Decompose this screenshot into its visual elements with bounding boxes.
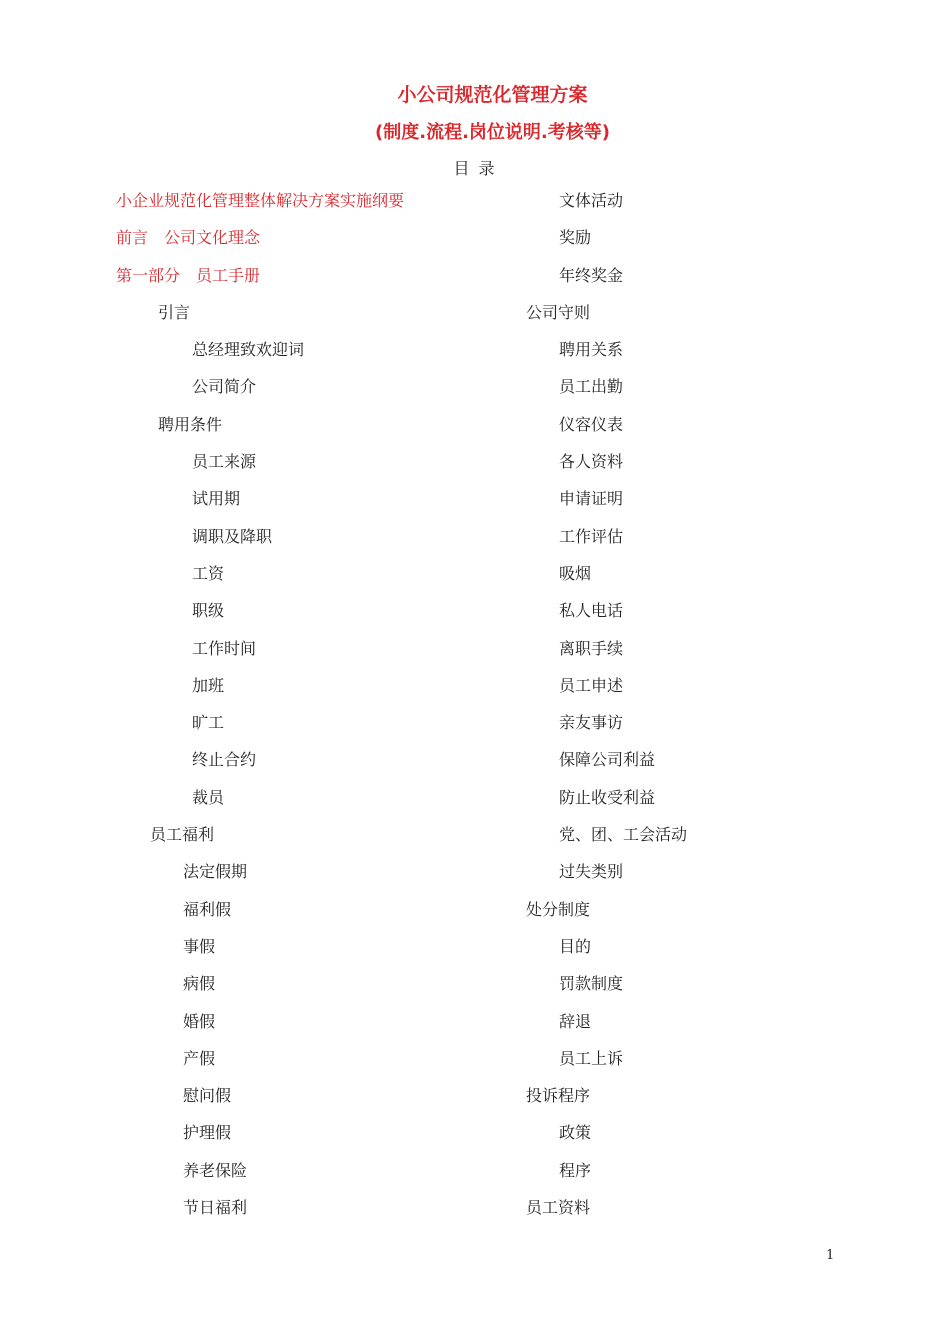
toc-entry: 私人电话 xyxy=(559,601,624,621)
toc-entry: 程序 xyxy=(559,1160,592,1180)
toc-entry: 护理假 xyxy=(183,1123,232,1143)
toc-entry: 文体活动 xyxy=(559,191,624,210)
toc-entry: 政策 xyxy=(559,1123,592,1143)
document-subtitle: (制度.流程.岗位说明.考核等) xyxy=(375,122,610,143)
toc-right-column xyxy=(0,182,950,1226)
toc-heading: 目 录 xyxy=(453,159,497,178)
toc-entry: 小企业规范化管理整体解决方案实施纲要 xyxy=(116,191,405,210)
document-title: 小公司规范化管理方案 xyxy=(397,84,588,106)
toc-entry: 过失类别 xyxy=(559,862,624,882)
toc-entry: 目的 xyxy=(559,936,592,956)
toc-entry: 员工福利 xyxy=(150,825,215,845)
toc-entry: 职级 xyxy=(192,601,225,621)
toc-entry: 聘用关系 xyxy=(559,340,624,360)
toc-entry: 试用期 xyxy=(192,489,241,509)
toc-entry: 党、团、工会活动 xyxy=(559,825,688,845)
toc-entry: 养老保险 xyxy=(183,1160,248,1180)
toc-entry: 聘用条件 xyxy=(158,414,223,434)
toc-entry: 员工来源 xyxy=(192,452,257,472)
toc-entry: 引言 xyxy=(158,302,191,322)
toc-entry: 保障公司利益 xyxy=(559,750,656,770)
toc-entry: 吸烟 xyxy=(559,563,592,583)
toc-entry: 第一部分 员工手册 xyxy=(116,265,261,285)
toc-entry: 员工申述 xyxy=(559,675,624,695)
toc-entry: 工作评估 xyxy=(559,526,624,546)
toc-entry: 处分制度 xyxy=(526,899,591,919)
toc-entry: 产假 xyxy=(183,1048,216,1068)
toc-entry: 年终奖金 xyxy=(559,265,624,285)
toc-entry: 投诉程序 xyxy=(526,1086,591,1106)
toc-entry: 员工资料 xyxy=(526,1198,591,1218)
toc-entry: 公司简介 xyxy=(192,377,257,397)
toc-entry: 慰问假 xyxy=(183,1086,232,1106)
toc-entry: 调职及降职 xyxy=(192,526,273,546)
toc-entry: 员工出勤 xyxy=(559,377,624,397)
toc-entry: 申请证明 xyxy=(559,489,624,509)
toc-entry: 事假 xyxy=(183,936,216,956)
toc-entry: 病假 xyxy=(183,974,216,994)
toc-entry: 终止合约 xyxy=(192,750,257,770)
toc-entry: 辞退 xyxy=(559,1011,592,1031)
toc-entry: 旷工 xyxy=(192,713,225,733)
page-number: 1 xyxy=(826,1248,835,1263)
toc-entry: 婚假 xyxy=(183,1011,216,1031)
toc-entry: 节日福利 xyxy=(183,1198,248,1218)
toc-entry: 加班 xyxy=(192,675,225,695)
toc-entry: 罚款制度 xyxy=(559,974,624,994)
toc-entry: 各人资料 xyxy=(559,452,624,472)
toc-entry: 离职手续 xyxy=(559,638,624,658)
toc-entry: 裁员 xyxy=(192,787,225,807)
toc-entry: 公司守则 xyxy=(526,302,591,322)
toc-entry: 亲友事访 xyxy=(559,713,624,733)
toc-entry: 员工上诉 xyxy=(559,1048,624,1068)
toc-entry: 防止收受利益 xyxy=(559,787,656,807)
toc-entry: 法定假期 xyxy=(183,862,248,882)
toc-entry: 工资 xyxy=(192,563,225,583)
toc-entry: 总经理致欢迎词 xyxy=(192,340,305,360)
toc-entry: 奖励 xyxy=(559,228,592,248)
toc-entry: 福利假 xyxy=(183,899,232,919)
toc-entry: 前言 公司文化理念 xyxy=(116,228,261,248)
toc-entry: 仪容仪表 xyxy=(559,414,624,434)
toc-entry: 工作时间 xyxy=(192,638,257,658)
